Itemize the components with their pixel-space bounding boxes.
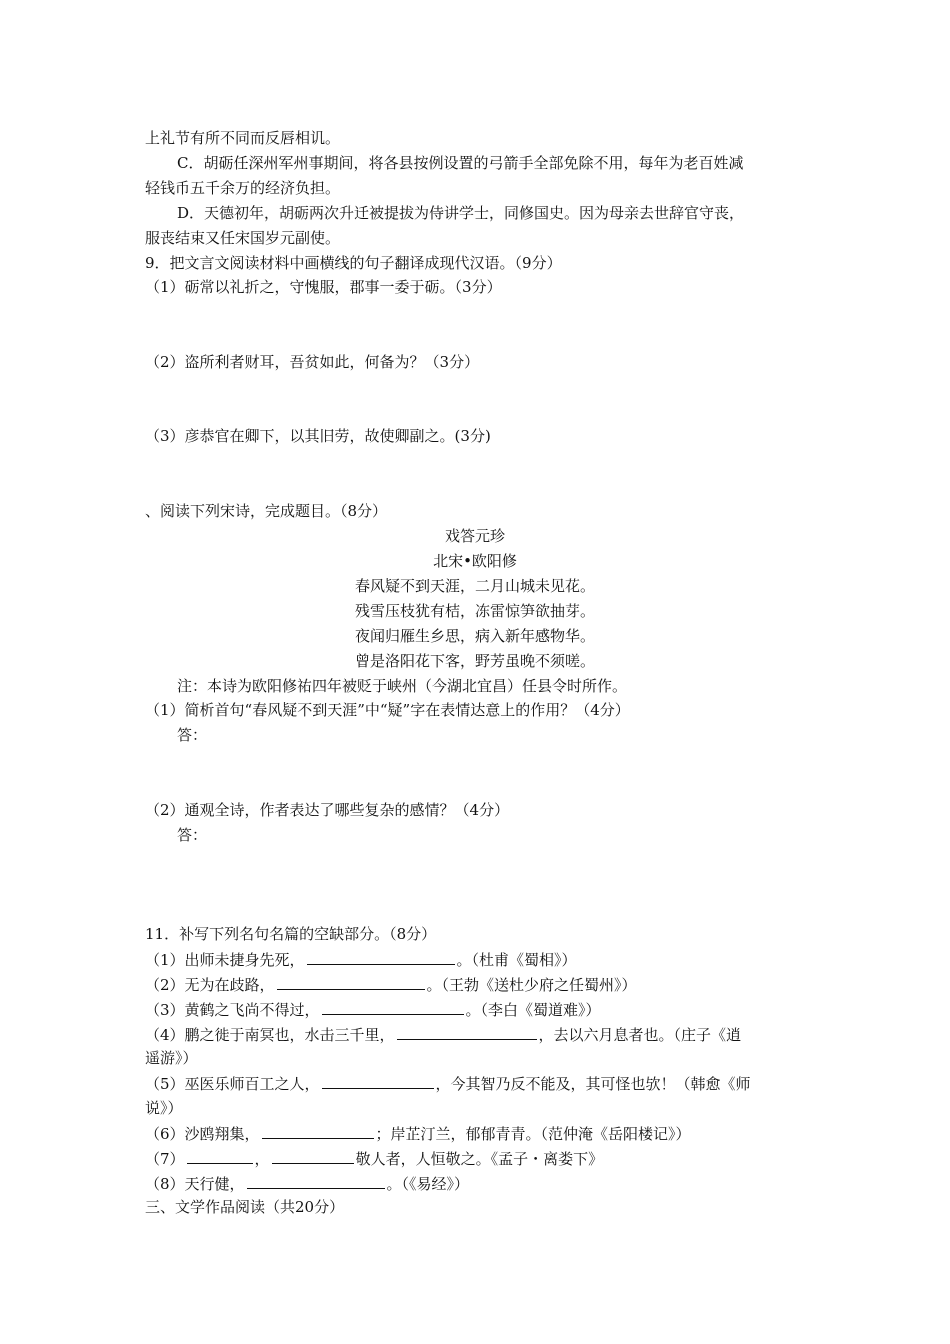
poem-line: 夜闻归雁生乡思，病入新年感物华。 — [354, 627, 595, 645]
item-text: 敬人者，人恒敬之。《孟子・离娄下》 — [355, 1150, 604, 1168]
item-text: （1）出师未捷身先死， — [145, 951, 305, 969]
poem-author: 北宋•欧阳修 — [433, 552, 517, 570]
q11-item-6 — [145, 1123, 691, 1144]
q11-item-2 — [145, 974, 637, 995]
fill-blank[interactable] — [187, 1148, 253, 1164]
q11-item-3 — [145, 999, 601, 1020]
q9-sentence-1: （1）砺常以礼折之，守愧服，郡事一委于砺。（3分） — [145, 278, 502, 296]
q9-sentence-2: （2）盗所利者财耳，吾贫如此，何备为？（3分） — [145, 353, 480, 371]
q10-sub-2: （2）通观全诗，作者表达了哪些复杂的感情？（4分） — [145, 801, 510, 819]
q11-item-4-cont: 遥游》） — [145, 1049, 198, 1067]
option-c-line2: 轻钱币五千余万的经济负担。 — [145, 179, 341, 197]
q11-title: 11．补写下列名句名篇的空缺部分。（8分） — [145, 925, 437, 943]
fill-blank[interactable] — [262, 1123, 374, 1139]
q11-item-5 — [145, 1073, 751, 1094]
item-text: （5）巫医乐师百工之人， — [145, 1075, 320, 1093]
option-d-line2: 服丧结束又任宋国岁元副使。 — [145, 229, 341, 247]
item-text: ， — [254, 1150, 270, 1168]
q11-item-5-cont: 说》） — [145, 1099, 183, 1117]
item-text: （4）鹏之徙于南冥也，水击三千里， — [145, 1026, 395, 1044]
fill-blank[interactable] — [307, 949, 455, 965]
item-text: （8）天行健， — [145, 1175, 245, 1193]
fill-blank[interactable] — [397, 1024, 537, 1040]
item-text: 。（《易经》） — [386, 1175, 470, 1193]
item-text: （6）沙鸥翔集， — [145, 1125, 260, 1143]
item-text: 。（杜甫《蜀相》） — [456, 951, 577, 969]
q11-item-1 — [145, 949, 577, 970]
option-c-line1: C．胡砺任深州军州事期间，将各县按例设置的弓箭手全部免除不用，每年为老百姓减 — [177, 154, 744, 172]
item-text: （7） — [145, 1150, 185, 1168]
fill-blank[interactable] — [322, 999, 464, 1015]
option-d-line1: D．天德初年，胡砺两次升迁被提拔为侍讲学士，同修国史。因为母亲去世辞官守丧， — [177, 204, 745, 222]
q10-sub-1: （1）简析首句“春风疑不到天涯”中“疑”字在表情达意上的作用？（4分） — [145, 701, 630, 719]
q11-item-4 — [145, 1024, 741, 1045]
item-text: 。（王勃《送杜少府之任蜀州》） — [426, 976, 637, 994]
fill-blank[interactable] — [277, 974, 425, 990]
q9-title: 9．把文言文阅读材料中画横线的句子翻译成现代汉语。（9分） — [145, 254, 562, 272]
fill-blank[interactable] — [322, 1073, 434, 1089]
q11-item-8 — [145, 1173, 469, 1194]
q10-answer-2-label: 答： — [177, 826, 208, 844]
item-text: ，今其智乃反不能及，其可怪也欤！（韩愈《师 — [435, 1075, 751, 1093]
section-3-heading: 三、文学作品阅读（共20分） — [145, 1198, 345, 1216]
poem-line: 春风疑不到天涯，二月山城未见花。 — [354, 577, 595, 595]
item-text: 。（李白《蜀道难》） — [465, 1001, 601, 1019]
option-b-tail: 上礼节有所不同而反唇相讥。 — [145, 129, 341, 147]
q11-item-7 — [145, 1148, 603, 1169]
item-text: （2）无为在歧路， — [145, 976, 275, 994]
q10-title: 、阅读下列宋诗，完成题目。（8分） — [145, 502, 388, 520]
fill-blank[interactable] — [247, 1173, 385, 1189]
poem-note: 注：本诗为欧阳修祐四年被贬于峡州（今湖北宜昌）任县令时所作。 — [177, 677, 628, 695]
poem-line: 残雪压枝犹有桔，冻雷惊笋欲抽芽。 — [354, 602, 595, 620]
q10-answer-1-label: 答： — [177, 726, 208, 744]
item-text: （3）黄鹤之飞尚不得过， — [145, 1001, 320, 1019]
poem-line: 曾是洛阳花下客，野芳虽晚不须嗟。 — [354, 652, 595, 670]
item-text: ；岸芷汀兰，郁郁青青。（范仲淹《岳阳楼记》） — [375, 1125, 691, 1143]
item-text: ，去以六月息者也。（庄子《逍 — [538, 1026, 742, 1044]
fill-blank[interactable] — [272, 1148, 354, 1164]
q9-sentence-3: （3）彦恭官在卿下，以其旧劳，故使卿副之。(3分) — [145, 427, 491, 445]
poem-title: 戏答元珍 — [444, 527, 505, 545]
